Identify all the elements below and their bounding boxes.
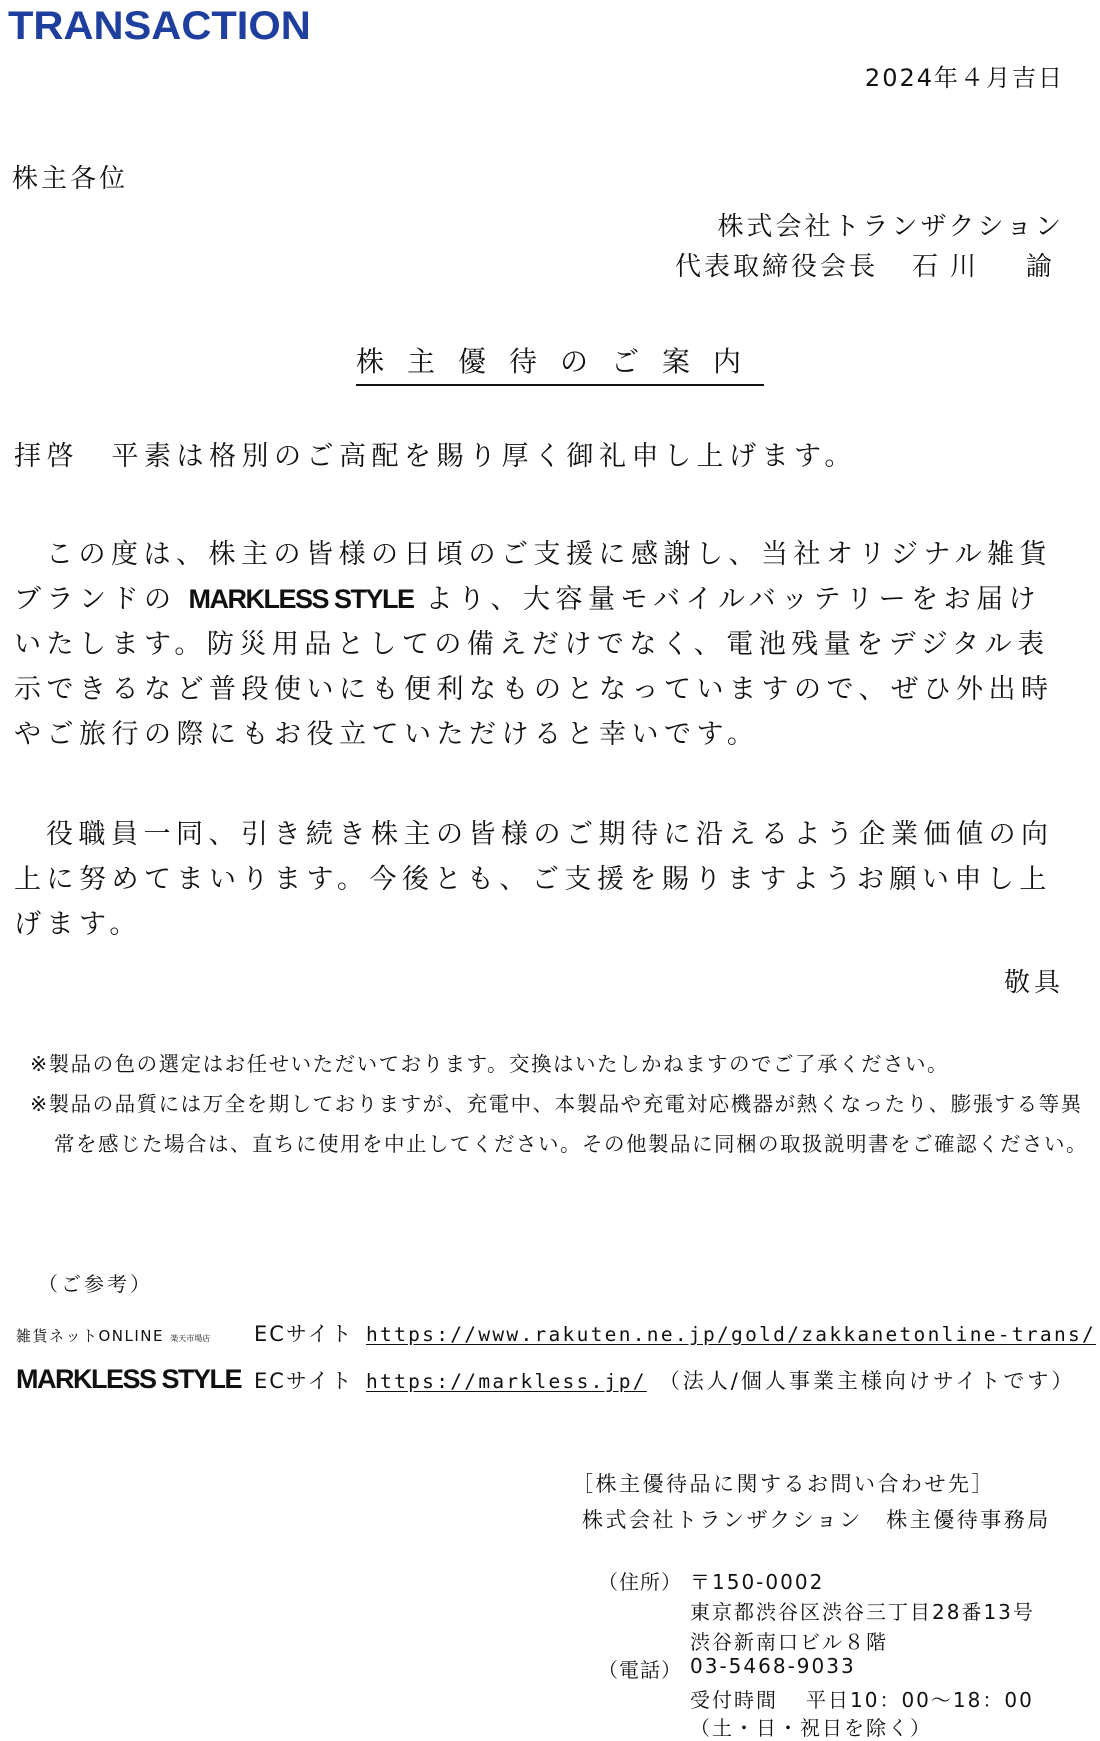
note-item: ※製品の品質には万全を期しておりますが、充電中、本製品や充電対応機器が熱くなったり、膨張する等異常を感じた場合は、直ちに使用を中止してください。その他製品に同梱の取扱説明書をご確認ください。 <box>30 1092 1088 1156</box>
reference-site-row <box>16 1364 1075 1395</box>
body1-text-before: この度は、株主の皆様の日頃のご支援に感謝し、当社オリジナル雑貨ブランドの <box>14 539 1053 615</box>
address-label: （住所） <box>598 1570 682 1594</box>
closing-phrase: 敬具 <box>1003 968 1064 998</box>
phone-label: （電話） <box>598 1658 682 1682</box>
hours-label: 受付時間 <box>690 1688 778 1712</box>
contact-office: 株式会社トランザクション 株主優待事務局 <box>582 1508 1051 1532</box>
zakkanet-brand-logo <box>16 1325 254 1346</box>
greeting-paragraph: 拝啓 平素は格別のご高配を賜り厚く御礼申し上げます。 <box>14 441 857 472</box>
phone-number: 03-5468-9033 <box>690 1654 856 1678</box>
reference-heading: （ご参考） <box>38 1272 153 1296</box>
body1-text-after: より、大容量モバイルバッテリーをお届けいたします。防災用品としての備えだけでなく、電池残量をデジタル表示できるなど普段使いにも便利なものとなっていますので、ぜひ外出時やご旅行の際にもお役立ていただけると幸いです。 <box>14 584 1054 750</box>
address-line-2: 渋谷新南口ビル８階 <box>690 1630 888 1654</box>
sender-company: 株式会社トランザクション <box>717 212 1064 242</box>
markless-site-note: （法人/個人事業主様向けサイトです） <box>658 1369 1076 1393</box>
markless-ec-link[interactable]: https://markless.jp/ <box>366 1370 647 1393</box>
business-hours <box>690 1684 1034 1713</box>
contact-heading: ［株主優待品に関するお問い合わせ先］ <box>572 1472 995 1496</box>
notes-section <box>30 1044 1098 1164</box>
rep-title: 代表取締役会長 <box>674 252 878 282</box>
body-paragraph-2: 役職員一同、引き続き株主の皆様のご期待に沿えるよう企業価値の向上に努めてまいります。今後とも、ご支援を賜りますようお願い申し上げます。 <box>14 819 1054 940</box>
reference-site-row <box>16 1318 1096 1348</box>
ec-site-label: ECサイト <box>254 1369 354 1393</box>
addressee: 株主各位 <box>12 164 129 194</box>
ec-site-label: ECサイト <box>254 1322 354 1346</box>
body-paragraph-1 <box>14 532 1072 757</box>
rep-name: 石川 諭 <box>911 252 1064 282</box>
rakuten-ec-link[interactable]: https://www.rakuten.ne.jp/gold/zakkanetonline-trans/ <box>366 1323 1097 1346</box>
letter-date: 2024年４月吉日 <box>864 64 1064 92</box>
note-item: ※製品の色の選定はお任せいただいております。交換はいたしかねますのでご了承ください。 <box>30 1052 950 1076</box>
hours-value: 平日10：00～18：00 <box>806 1688 1034 1712</box>
company-logo: TRANSACTION <box>8 4 311 48</box>
zakkanet-brand-name: 雑貨ネットONLINE <box>16 1327 165 1345</box>
address-line-1: 東京都渋谷区渋谷三丁目28番13号 <box>690 1600 1035 1624</box>
zakkanet-brand-sub: 楽天市場店 <box>170 1334 211 1343</box>
postal-code: 〒150-0002 <box>690 1570 825 1594</box>
markless-style-brand-inline: MARKLESS STYLE <box>188 584 414 614</box>
hours-note: （土・日・祝日を除く） <box>690 1716 932 1740</box>
markless-style-brand-logo: MARKLESS STYLE <box>16 1364 242 1394</box>
document-title: 株主優待のご案内 <box>356 340 764 386</box>
sender-representative <box>675 246 1064 283</box>
